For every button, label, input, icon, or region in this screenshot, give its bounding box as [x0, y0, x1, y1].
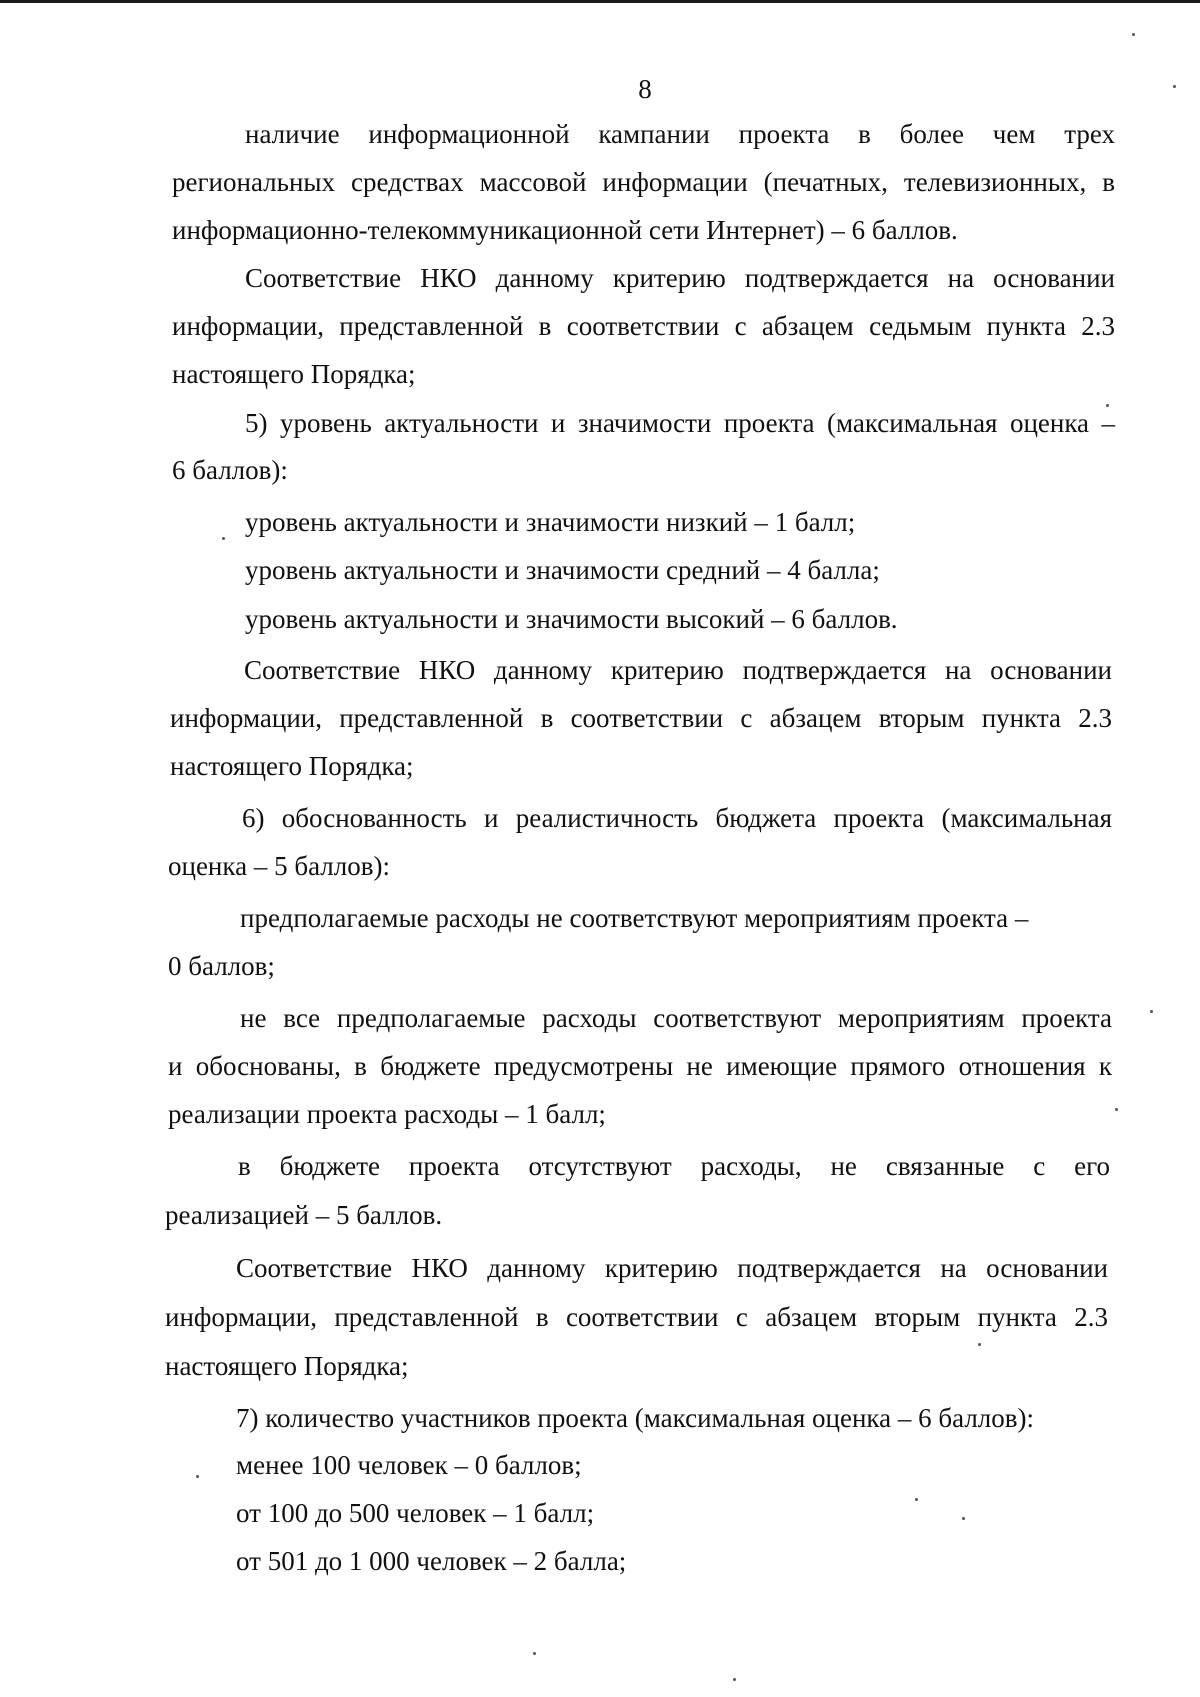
text-line: настоящего Порядка;: [172, 359, 416, 389]
text-line: информации, представленной в соответствии с абзацем седьмым пункта 2.3: [172, 311, 1115, 341]
page-top-edge: [0, 0, 1200, 3]
text-line: в бюджете проекта отсутствуют расходы, не связанные с его: [238, 1151, 1110, 1181]
scan-speck: [1173, 85, 1176, 88]
text-line: предполагаемые расходы не соответствуют мероприятиям проекта –: [240, 903, 1029, 933]
text-line: оценка – 5 баллов):: [168, 851, 390, 881]
text-line: от 501 до 1 000 человек – 2 балла;: [236, 1546, 627, 1576]
text-line: менее 100 человек – 0 баллов;: [236, 1450, 582, 1480]
text-line: региональных средствах массовой информации (печатных, телевизионных, в: [172, 167, 1115, 197]
text-line: 6 баллов):: [172, 455, 288, 485]
text-line: информационно-телекоммуникационной сети Интернет) – 6 баллов.: [172, 215, 958, 245]
text-line: 5) уровень актуальности и значимости проекта (максимальная оценка –: [245, 408, 1115, 438]
text-line: настоящего Порядка;: [170, 751, 414, 781]
scan-speck: [978, 1343, 981, 1346]
text-line: от 100 до 500 человек – 1 балл;: [236, 1498, 595, 1528]
text-line: Соответствие НКО данному критерию подтверждается на основании: [236, 1253, 1108, 1283]
scan-speck: [1106, 404, 1109, 407]
text-line: и обоснованы, в бюджете предусмотрены не имеющие прямого отношения к: [168, 1051, 1112, 1081]
text-line: наличие информационной кампании проекта в более чем трех: [245, 119, 1115, 149]
scan-speck: [1132, 33, 1135, 36]
text-line: 6) обоснованность и реалистичность бюджета проекта (максимальная: [242, 803, 1112, 833]
text-line: реализацией – 5 баллов.: [165, 1200, 443, 1230]
text-line: уровень актуальности и значимости средний – 4 балла;: [245, 555, 880, 585]
text-line: информации, представленной в соответствии с абзацем вторым пункта 2.3: [165, 1302, 1108, 1332]
scan-speck: [196, 1475, 199, 1478]
text-line: информации, представленной в соответствии с абзацем вторым пункта 2.3: [170, 703, 1112, 733]
text-line: не все предполагаемые расходы соответствуют мероприятиям проекта: [240, 1003, 1112, 1033]
text-line: Соответствие НКО данному критерию подтверждается на основании: [245, 263, 1115, 293]
scan-speck: [915, 1498, 918, 1501]
text-line: уровень актуальности и значимости низкий – 1 балл;: [245, 507, 856, 537]
scan-speck: [1115, 1108, 1118, 1111]
scan-speck: [533, 1652, 536, 1655]
text-line: 7) количество участников проекта (максимальная оценка – 6 баллов):: [236, 1403, 1035, 1433]
text-line: 0 баллов;: [168, 951, 275, 981]
scan-speck: [222, 537, 225, 540]
page-number: 8: [638, 74, 652, 104]
text-line: настоящего Порядка;: [165, 1351, 409, 1381]
text-line: Соответствие НКО данному критерию подтверждается на основании: [244, 655, 1112, 685]
scan-speck: [733, 1678, 736, 1681]
text-line: уровень актуальности и значимости высокий – 6 баллов.: [245, 604, 898, 634]
scan-speck: [962, 1517, 965, 1520]
text-line: реализации проекта расходы – 1 балл;: [168, 1099, 606, 1129]
scan-speck: [1150, 1010, 1153, 1013]
